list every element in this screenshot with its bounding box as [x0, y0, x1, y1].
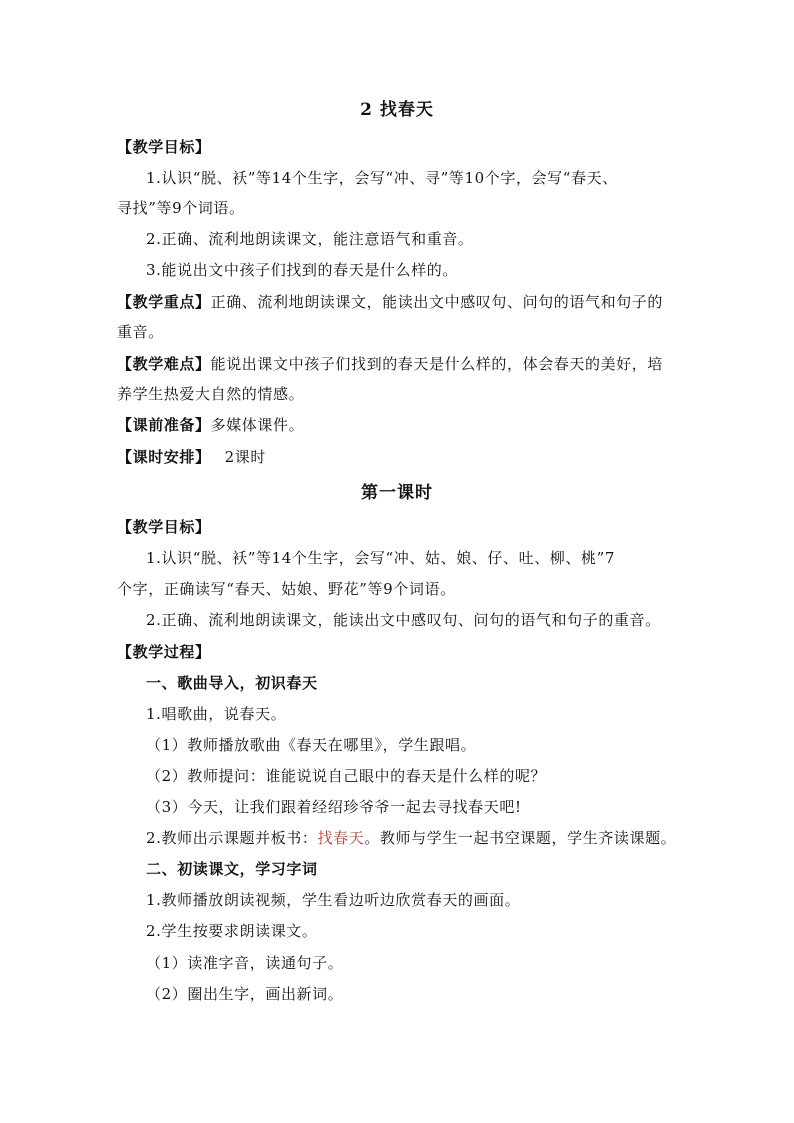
section-1-item-2 — [146, 828, 676, 848]
section-1-heading: 一、歌曲导入，初识春天 — [146, 674, 318, 692]
difficulties-line-2: 养学生热爱大自然的情感。 — [117, 385, 305, 403]
section-1-item-1: 1.唱歌曲，说春天。 — [146, 705, 287, 723]
goal-1-line-2: 寻找”等9个词语。 — [117, 199, 245, 217]
lesson-1-goal-1-line-2: 个字，正确读写“春天、姑娘、野花”等9个词语。 — [117, 580, 456, 598]
document-title: 2 找春天 — [360, 100, 434, 120]
key-points-text: 正确、流利地朗读课文，能读出文中感叹句、问句的语气和句子的 — [210, 293, 664, 311]
schedule-text: 2课时 — [224, 448, 266, 466]
section-1-sub-1: （1）教师播放歌曲《春天在哪里》，学生跟唱。 — [146, 736, 477, 754]
key-points-line-2: 重音。 — [117, 323, 164, 341]
section-2-item-1: 1.教师播放朗读视频，学生看边听边欣赏春天的画面。 — [146, 891, 521, 909]
difficulties-text: 能说出课文中孩子们找到的春天是什么样的，体会春天的美好，培 — [210, 355, 664, 373]
goal-3: 3.能说出文中孩子们找到的春天是什么样的。 — [146, 261, 458, 279]
preparation-text: 多媒体课件。 — [210, 416, 305, 434]
lesson-1-title: 第一课时 — [361, 483, 433, 503]
goal-2: 2.正确、流利地朗读课文，能注意语气和重音。 — [146, 230, 474, 248]
section-2-sub-1: （1）读准字音，读通句子。 — [146, 954, 344, 972]
schedule-label: 【课时安排】 — [117, 448, 211, 466]
lesson-1-goal-2: 2.正确、流利地朗读课文，能读出文中感叹句、问句的语气和句子的重音。 — [146, 611, 661, 629]
preparation-line — [117, 415, 304, 435]
schedule-line — [117, 447, 266, 467]
section-1-item-2-post: 。教师与学生一起书空课题，学生齐读课题。 — [364, 829, 677, 847]
board-title-highlight: 找春天 — [317, 829, 365, 847]
section-1-sub-2: （2）教师提问：谁能说说自己眼中的春天是什么样的呢？ — [146, 767, 547, 785]
section-1-item-2-pre: 2.教师出示课题并板书： — [146, 829, 318, 847]
preparation-label: 【课前准备】 — [117, 416, 211, 434]
section-1-sub-3: （3）今天，让我们跟着经绍珍爷爷一起去寻找春天吧! — [146, 798, 522, 816]
goals-heading: 【教学目标】 — [117, 138, 211, 156]
section-2-item-2: 2.学生按要求朗读课文。 — [146, 922, 318, 940]
difficulties-line-1 — [117, 354, 663, 374]
key-points-label: 【教学重点】 — [117, 293, 211, 311]
goal-1-line-1: 1.认识“脱、袄”等14个生字，会写“冲、寻”等10个字，会写“春天、 — [146, 169, 618, 187]
section-2-sub-2: （2）圈出生字，画出新词。 — [146, 985, 344, 1003]
key-points-line-1 — [117, 292, 663, 312]
lesson-1-goals-heading: 【教学目标】 — [117, 518, 211, 536]
section-2-heading: 二、初读课文，学习字词 — [146, 860, 318, 878]
difficulties-label: 【教学难点】 — [117, 355, 211, 373]
lesson-1-goal-1-line-1: 1.认识“脱、袄”等14个生字，会写“冲、姑、娘、仔、吐、柳、桃”7 — [146, 549, 616, 567]
process-heading: 【教学过程】 — [117, 643, 211, 661]
